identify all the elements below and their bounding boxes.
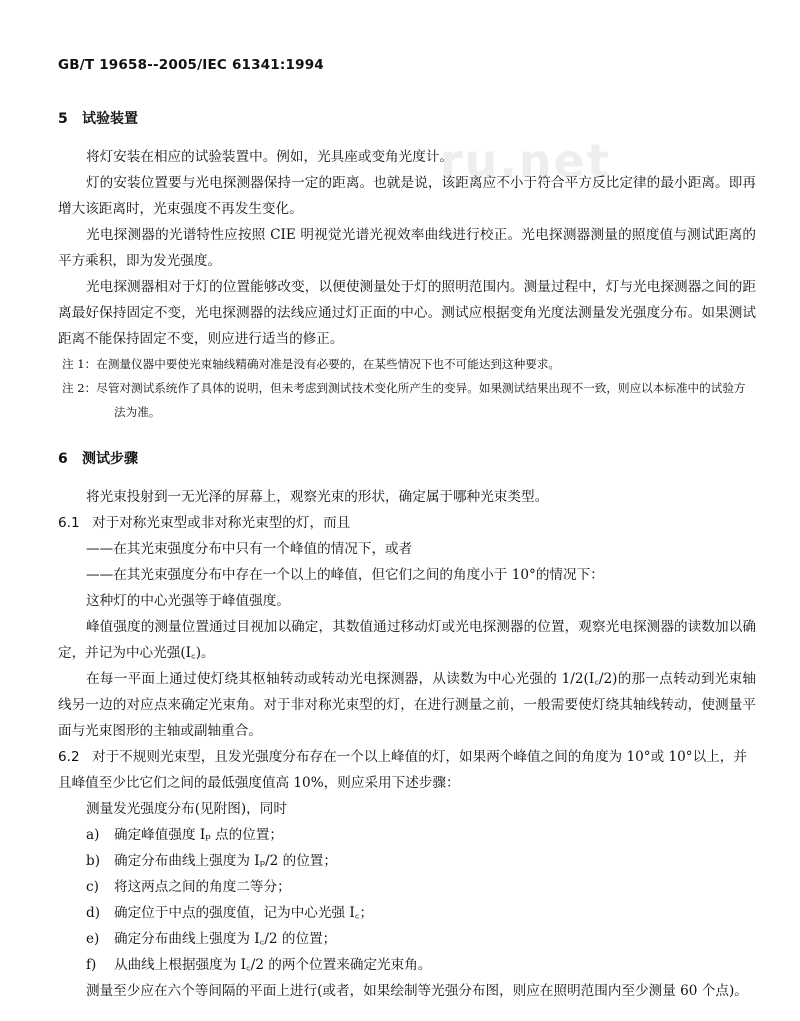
clause-lead: 对于对称光束型或非对称光束型的灯，而且 (92, 515, 351, 531)
clause-6-2 (58, 744, 756, 796)
list-item (58, 848, 756, 874)
section-5-heading (58, 106, 756, 132)
paragraph: 测量至少应在六个等间隔的平面上进行(或者，如果绘制等光强分布图，则应在照明范围内至少测量 60 个点)。 (86, 983, 748, 999)
section-number: 5 (58, 111, 68, 127)
section-title: 试验装置 (82, 111, 138, 127)
paragraph: 测量发光强度分布(见附图)，同时 (86, 801, 287, 817)
list-item (58, 926, 756, 952)
paragraph: 峰值强度的测量位置通过目视加以确定，其数值通过移动灯或光电探测器的位置，观察光电探测器的读数加以确定，并记为中心光强(I꜀)。 (58, 619, 756, 661)
list-label: f) (86, 957, 97, 973)
list-item (58, 900, 756, 926)
section-number: 6 (58, 451, 68, 467)
paragraph: 这种灯的中心光强等于峰值强度。 (86, 593, 290, 609)
list-label: a) (86, 827, 100, 843)
list-item (58, 952, 756, 978)
note-1: 注 1：在测量仪器中要使光束轴线精确对准是没有必要的，在某些情况下也不可能达到这种要求。 (62, 357, 561, 371)
section-6-heading (58, 446, 756, 472)
list-text: 确定位于中点的强度值，记为中心光强 I꜀； (114, 905, 374, 921)
paragraph: 将灯安装在相应的试验装置中。例如，光具座或变角光度计。 (86, 149, 454, 165)
list-text: 确定分布曲线上强度为 I꜀/2 的位置； (114, 931, 337, 947)
clause-lead: 对于不规则光束型，且发光强度分布存在一个以上峰值的灯，如果两个峰值之间的角度为 10°或 10°以上，并且峰值至少比它们之间的最低强度值高 10%，则应采用下述步骤： (58, 749, 747, 791)
page-content (58, 52, 756, 1004)
list-item (58, 822, 756, 848)
list-text: 将这两点之间的角度二等分； (114, 879, 291, 895)
list-label: b) (86, 853, 101, 869)
dash-item: ——在其光束强度分布中存在一个以上的峰值，但它们之间的角度小于 10°的情况下： (86, 567, 604, 583)
standard-number-header: GB/T 19658--2005/IEC 61341:1994 (58, 57, 324, 73)
dash-item: ——在其光束强度分布中只有一个峰值的情况下，或者 (86, 541, 413, 557)
clause-6-1 (58, 510, 756, 536)
paragraph: 光电探测器的光谱特性应按照 CIE 明视觉光谱光视效率曲线进行校正。光电探测器测量的照度值与测试距离的平方乘积，即为发光强度。 (58, 227, 756, 269)
clause-number: 6.1 (58, 515, 80, 531)
watermark: ru.net (440, 134, 611, 188)
list-label: d) (86, 905, 101, 921)
paragraph: 光电探测器相对于灯的位置能够改变，以便使测量处于灯的照明范围内。测量过程中，灯与光电探测器之间的距离最好保持固定不变，光电探测器的法线应通过灯正面的中心。测试应根据变角光度法测量发光强度分布。如果测试距离不能保持固定不变，则应进行适当的修正。 (58, 279, 756, 347)
paragraph: 在每一平面上通过使灯绕其枢轴转动或转动光电探测器，从读数为中心光强的 1/2(I꜀/2)的那一点转动到光束轴线另一边的对应点来确定光束角。对于非对称光束型的灯，在进行测量之前，一般需要使灯绕其轴线转动，使测量平面与光束图形的主轴或副轴重合。 (58, 671, 756, 739)
list-text: 从曲线上根据强度为 I꜀/2 的两个位置来确定光束角。 (114, 957, 432, 973)
list-item (58, 874, 756, 900)
note-2: 注 2：尽管对测试系统作了具体的说明，但未考虑到测试技术变化所产生的变异。如果测试结果出现不一致，则应以本标准中的试验方法为准。 (62, 381, 746, 419)
paragraph: 灯的安装位置要与光电探测器保持一定的距离。也就是说，该距离应不小于符合平方反比定律的最小距离。即再增大该距离时，光束强度不再发生变化。 (58, 175, 756, 217)
paragraph: 将光束投射到一无光泽的屏幕上，观察光束的形状，确定属于哪种光束类型。 (86, 489, 549, 505)
list-text: 确定峰值强度 Iₚ 点的位置； (114, 827, 283, 843)
list-label: e) (86, 931, 100, 947)
list-text: 确定分布曲线上强度为 Iₚ/2 的位置； (114, 853, 337, 869)
clause-number: 6.2 (58, 749, 80, 765)
list-label: c) (86, 879, 99, 895)
spacer (58, 424, 756, 436)
section-title: 测试步骤 (82, 451, 138, 467)
